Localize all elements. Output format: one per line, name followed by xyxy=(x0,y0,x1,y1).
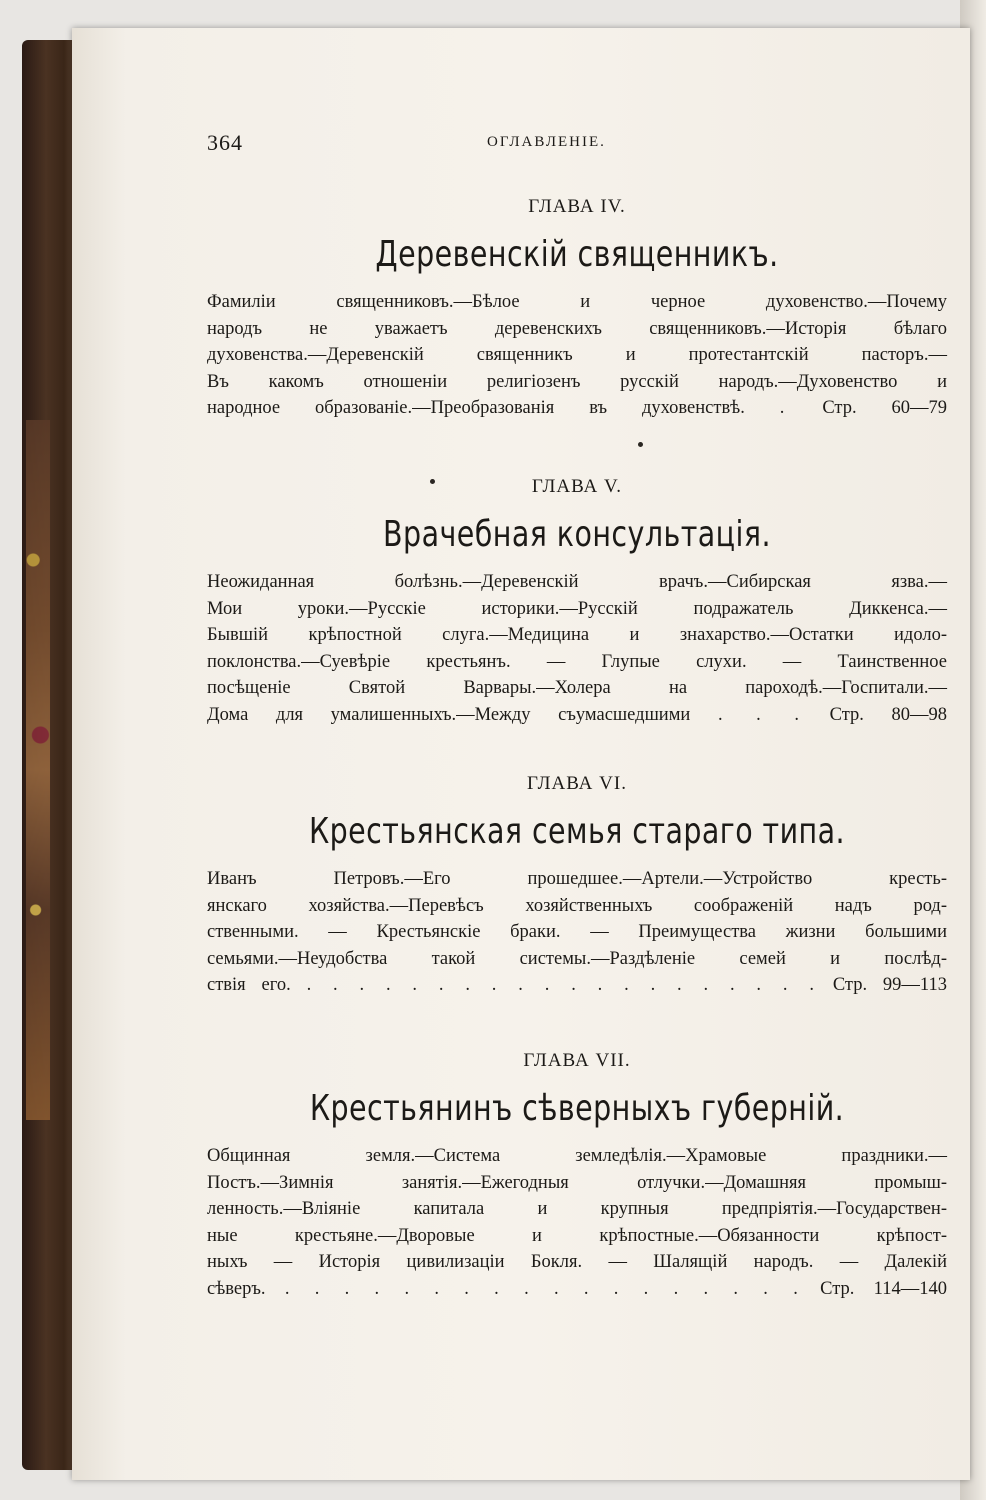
chapter-summary xyxy=(207,866,947,999)
chapter-label: ГЛАВА VI. xyxy=(527,773,627,794)
summary-line: Въ какомъ отношеніи религіозенъ русскій народъ.—Духовенство и xyxy=(207,371,947,392)
chapter-7 xyxy=(207,1050,947,1302)
summary-line: ные крестьяне.—Дворовые и крѣпостные.—Обязанности крѣпост- xyxy=(207,1225,947,1246)
chapter-4 xyxy=(207,196,947,422)
page-range: Стр. 99—113 xyxy=(832,975,947,995)
dot-leader: . xyxy=(779,398,788,418)
summary-line: народъ не уважаетъ деревенскихъ священниковъ.—Исторія бѣлаго xyxy=(207,318,947,339)
summary-line: янскаго хозяйства.—Перевѣсъ хозяйственныхъ соображеній надъ род- xyxy=(207,895,947,916)
running-head xyxy=(207,130,927,162)
chapter-title: Врачебная консультація. xyxy=(383,514,771,555)
chapter-label: ГЛАВА VII. xyxy=(523,1050,631,1071)
summary-line: семьями.—Неудобства такой системы.—Раздѣленіе семей и послѣд- xyxy=(207,948,947,969)
chapter-summary xyxy=(207,289,947,422)
summary-line: Иванъ Петровъ.—Его прошедшее.—Артели.—Устройство кресть- xyxy=(207,869,947,889)
summary-line: духовенства.—Деревенскій священникъ и протестантскій пасторъ.— xyxy=(207,345,947,365)
page-range: Стр. 60—79 xyxy=(822,398,948,418)
marbled-edge xyxy=(26,420,50,1120)
dot-leader: . . . xyxy=(717,704,803,725)
summary-last-line xyxy=(207,1276,947,1303)
summary-line-text: ствія его. xyxy=(207,975,291,995)
running-title: ОГЛАВЛЕНІЕ. xyxy=(487,134,606,150)
summary-line: Общинная земля.—Система земледѣлія.—Храмовые праздники.— xyxy=(207,1146,947,1166)
page-number: 364 xyxy=(207,130,243,155)
summary-line-text: Дома для умалишенныхъ.—Между съумасшедшими xyxy=(207,704,691,725)
dot-leader: . . . . . . . . . . . . . . . . . . . . xyxy=(306,975,817,995)
dot-leader: . . . . . . . . . . . . . . . . . . xyxy=(284,1278,801,1299)
summary-line: ныхъ — Исторія цивилизаціи Бокля. — Шалящій народъ. — Далекій xyxy=(207,1252,947,1272)
summary-last-line xyxy=(207,702,947,729)
summary-line: Бывшій крѣпостной слуга.—Медицина и знахарство.—Остатки идоло- xyxy=(207,625,947,645)
ink-speck xyxy=(638,442,643,447)
chapter-label: ГЛАВА IV. xyxy=(528,196,626,217)
chapter-label: ГЛАВА V. xyxy=(531,476,623,497)
summary-line: Неожиданная болѣзнь.—Деревенскій врачъ.—Сибирская язва.— xyxy=(207,572,947,592)
summary-line: Постъ.—Зимнія занятія.—Ежегодныя отлучки.—Домашняя промыш- xyxy=(207,1172,947,1193)
summary-line-text: сѣверъ. xyxy=(207,1278,266,1299)
summary-line: посѣщеніе Святой Варвары.—Холера на пароходѣ.—Госпитали.— xyxy=(207,678,947,698)
page-range: Стр. 114—140 xyxy=(820,1278,947,1299)
chapter-6 xyxy=(207,773,947,999)
summary-line: поклонства.—Суевѣріе крестьянъ. — Глупые слухи. — Таинственное xyxy=(207,651,947,672)
summary-last-line xyxy=(207,972,947,999)
chapter-title: Крестьянинъ сѣверныхъ губерній. xyxy=(309,1088,845,1129)
chapter-summary xyxy=(207,1143,947,1302)
summary-line: ственными. — Крестьянскіе браки. — Преимущества жизни большими xyxy=(207,922,947,942)
chapter-title: Крестьянская семья стараго типа. xyxy=(308,811,846,852)
chapter-title: Деревенскій священникъ. xyxy=(375,234,779,275)
chapter-summary xyxy=(207,569,947,728)
summary-line: Фамиліи священниковъ.—Бѣлое и черное духовенство.—Почему xyxy=(207,292,947,312)
summary-line-text: народное образованіе.—Преобразованія въ духовенствѣ. xyxy=(207,398,745,418)
summary-line: ленность.—Вліяніе капитала и крупныя предпріятія.—Государствен- xyxy=(207,1199,947,1219)
summary-last-line xyxy=(207,395,947,422)
chapter-5 xyxy=(207,476,947,728)
page-range: Стр. 80—98 xyxy=(829,704,948,725)
book-page xyxy=(72,28,970,1480)
summary-line: Мои уроки.—Русскіе историки.—Русскій подражатель Диккенса.— xyxy=(207,598,947,619)
